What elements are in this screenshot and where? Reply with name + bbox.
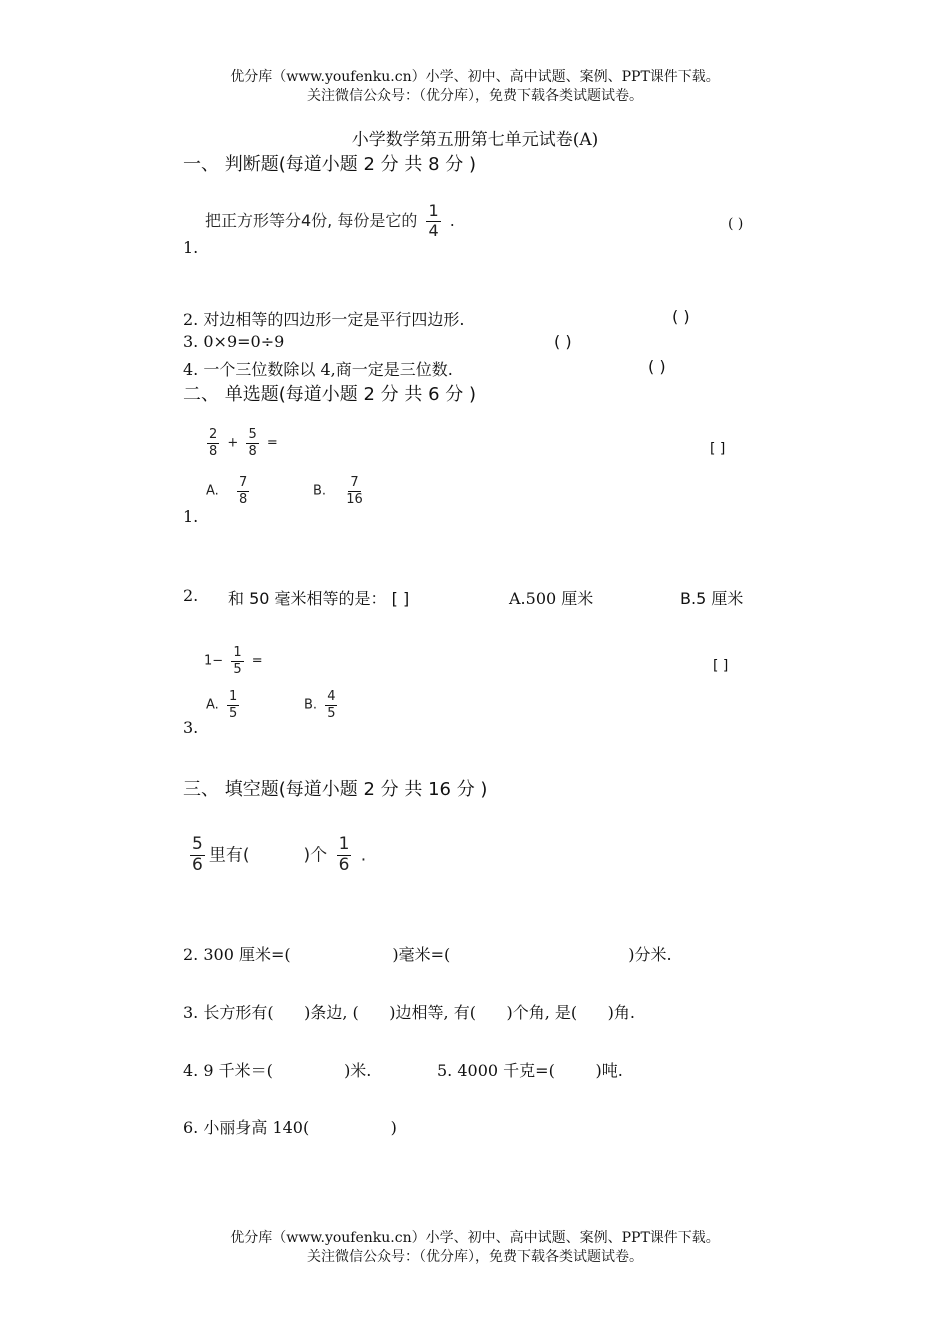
expression-lead: 1−	[204, 653, 224, 669]
s2-q3-number: 3.	[183, 718, 199, 737]
fraction-numerator: 1	[228, 689, 238, 704]
equals-sign: =	[251, 653, 263, 669]
s3-q2-text: 2. 300 厘米=( )毫米=( )分米.	[183, 945, 672, 964]
s2-q3-option-b[interactable]	[304, 690, 341, 720]
option-a-fraction	[227, 690, 239, 720]
fraction-denominator: 8	[209, 443, 218, 459]
s1-q1-number: 1.	[183, 238, 199, 257]
fraction-1-5	[231, 646, 243, 676]
s2-q2-option-a[interactable]: A.500 厘米	[509, 589, 594, 608]
s2-q1-expression	[203, 428, 278, 458]
section-3-heading: 三、 填空题(每道小题 2 分 共 16 分 )	[183, 779, 488, 800]
fraction-denominator: 6	[192, 854, 203, 875]
s3-q5-text: 5. 4000 千克=( )吨.	[437, 1061, 623, 1080]
footer-line-1: 优分库（www.youfenku.cn）小学、初中、高中试题、案例、PPT课件下载。	[230, 1230, 720, 1246]
s2-q1-answer-blank[interactable]: [ ]	[710, 441, 726, 457]
s3-q1-tail: .	[360, 845, 367, 866]
option-b-fraction	[325, 690, 337, 720]
section-2-heading: 二、 单选题(每道小题 2 分 共 6 分 )	[183, 384, 476, 405]
s2-q2-text: 和 50 毫米相等的是： [ ]	[228, 589, 410, 608]
s2-q2-number: 2.	[183, 586, 199, 605]
fraction-denominator: 16	[346, 491, 363, 507]
s3-q1-expression	[186, 836, 366, 875]
fraction-1-6	[337, 836, 352, 875]
option-a-fraction	[237, 476, 249, 506]
page-title: 小学数学第五册第七单元试卷(A)	[351, 130, 599, 150]
s1-q2-text: 2. 对边相等的四边形一定是平行四边形.	[183, 310, 465, 329]
s1-q4-answer-blank[interactable]: ( )	[648, 357, 666, 376]
fraction-2-8	[207, 428, 219, 458]
option-b-label: B.	[304, 697, 318, 713]
s2-q1-option-a[interactable]	[206, 476, 253, 506]
fraction-numerator: 2	[209, 427, 218, 442]
option-a-label: A.	[206, 483, 219, 499]
s2-q3-option-a[interactable]	[206, 690, 243, 720]
s3-q4-text: 4. 9 千米＝( )米.	[183, 1061, 372, 1080]
fraction-numerator: 1	[338, 834, 350, 854]
equals-sign: =	[266, 435, 278, 451]
footer-line-2: 关注微信公众号：（优分库），免费下载各类试题试卷。	[307, 1249, 643, 1265]
fraction-numerator: 7	[238, 475, 248, 490]
fraction-5-8	[246, 428, 258, 458]
s1-q1-statement	[205, 203, 455, 240]
fraction-denominator: 4	[428, 220, 439, 240]
plus-sign: +	[227, 435, 239, 451]
s1-q2-answer-blank[interactable]: ( )	[672, 307, 690, 326]
s2-q3-expression	[204, 646, 263, 676]
fraction-5-6	[190, 836, 205, 875]
fraction-denominator: 5	[228, 705, 238, 721]
header-line-2: 关注微信公众号：（优分库），免费下载各类试题试卷。	[307, 88, 643, 104]
s2-q3-answer-blank[interactable]: [ ]	[713, 658, 729, 674]
fraction-denominator: 6	[338, 854, 350, 875]
s1-q4-text: 4. 一个三位数除以 4,商一定是三位数.	[183, 360, 453, 379]
s1-q1-tail: .	[449, 210, 455, 230]
fraction-numerator: 5	[192, 834, 203, 854]
s1-q1-answer-blank[interactable]: ( )	[728, 216, 744, 232]
s1-q3-answer-blank[interactable]: ( )	[554, 332, 572, 351]
s3-q3-text: 3. 长方形有( )条边, ( )边相等, 有( )个角, 是( )角.	[183, 1003, 635, 1022]
s2-q1-number: 1.	[183, 507, 199, 526]
s1-q1-fraction	[426, 203, 440, 240]
fraction-denominator: 5	[327, 705, 336, 721]
fraction-numerator: 1	[428, 201, 439, 220]
option-a-label: A.	[206, 697, 219, 713]
fraction-numerator: 4	[327, 689, 336, 704]
s3-q1-text-2: )个	[303, 845, 328, 866]
option-b-fraction	[344, 476, 365, 506]
s2-q1-option-b[interactable]	[313, 476, 369, 506]
s3-q1-text: 里有(	[208, 845, 250, 866]
fraction-denominator: 8	[238, 491, 248, 507]
header-line-1: 优分库（www.youfenku.cn）小学、初中、高中试题、案例、PPT课件下载。	[230, 69, 720, 85]
fraction-numerator: 1	[233, 645, 242, 660]
fraction-numerator: 5	[248, 427, 257, 442]
s3-q6-text: 6. 小丽身高 140( )	[183, 1118, 397, 1137]
s1-q3-text: 3. 0×9=0÷9	[183, 332, 285, 351]
fraction-denominator: 5	[233, 661, 242, 677]
s3-q1-answer-blank[interactable]	[249, 845, 303, 865]
fraction-denominator: 8	[248, 443, 257, 459]
fraction-numerator: 7	[350, 475, 359, 490]
s2-q2-option-b[interactable]: B.5 厘米	[680, 589, 744, 608]
section-1-heading: 一、 判断题(每道小题 2 分 共 8 分 )	[183, 154, 476, 175]
s1-q1-text: 把正方形等分4份, 每份是它的	[205, 210, 418, 230]
option-b-label: B.	[313, 483, 327, 499]
